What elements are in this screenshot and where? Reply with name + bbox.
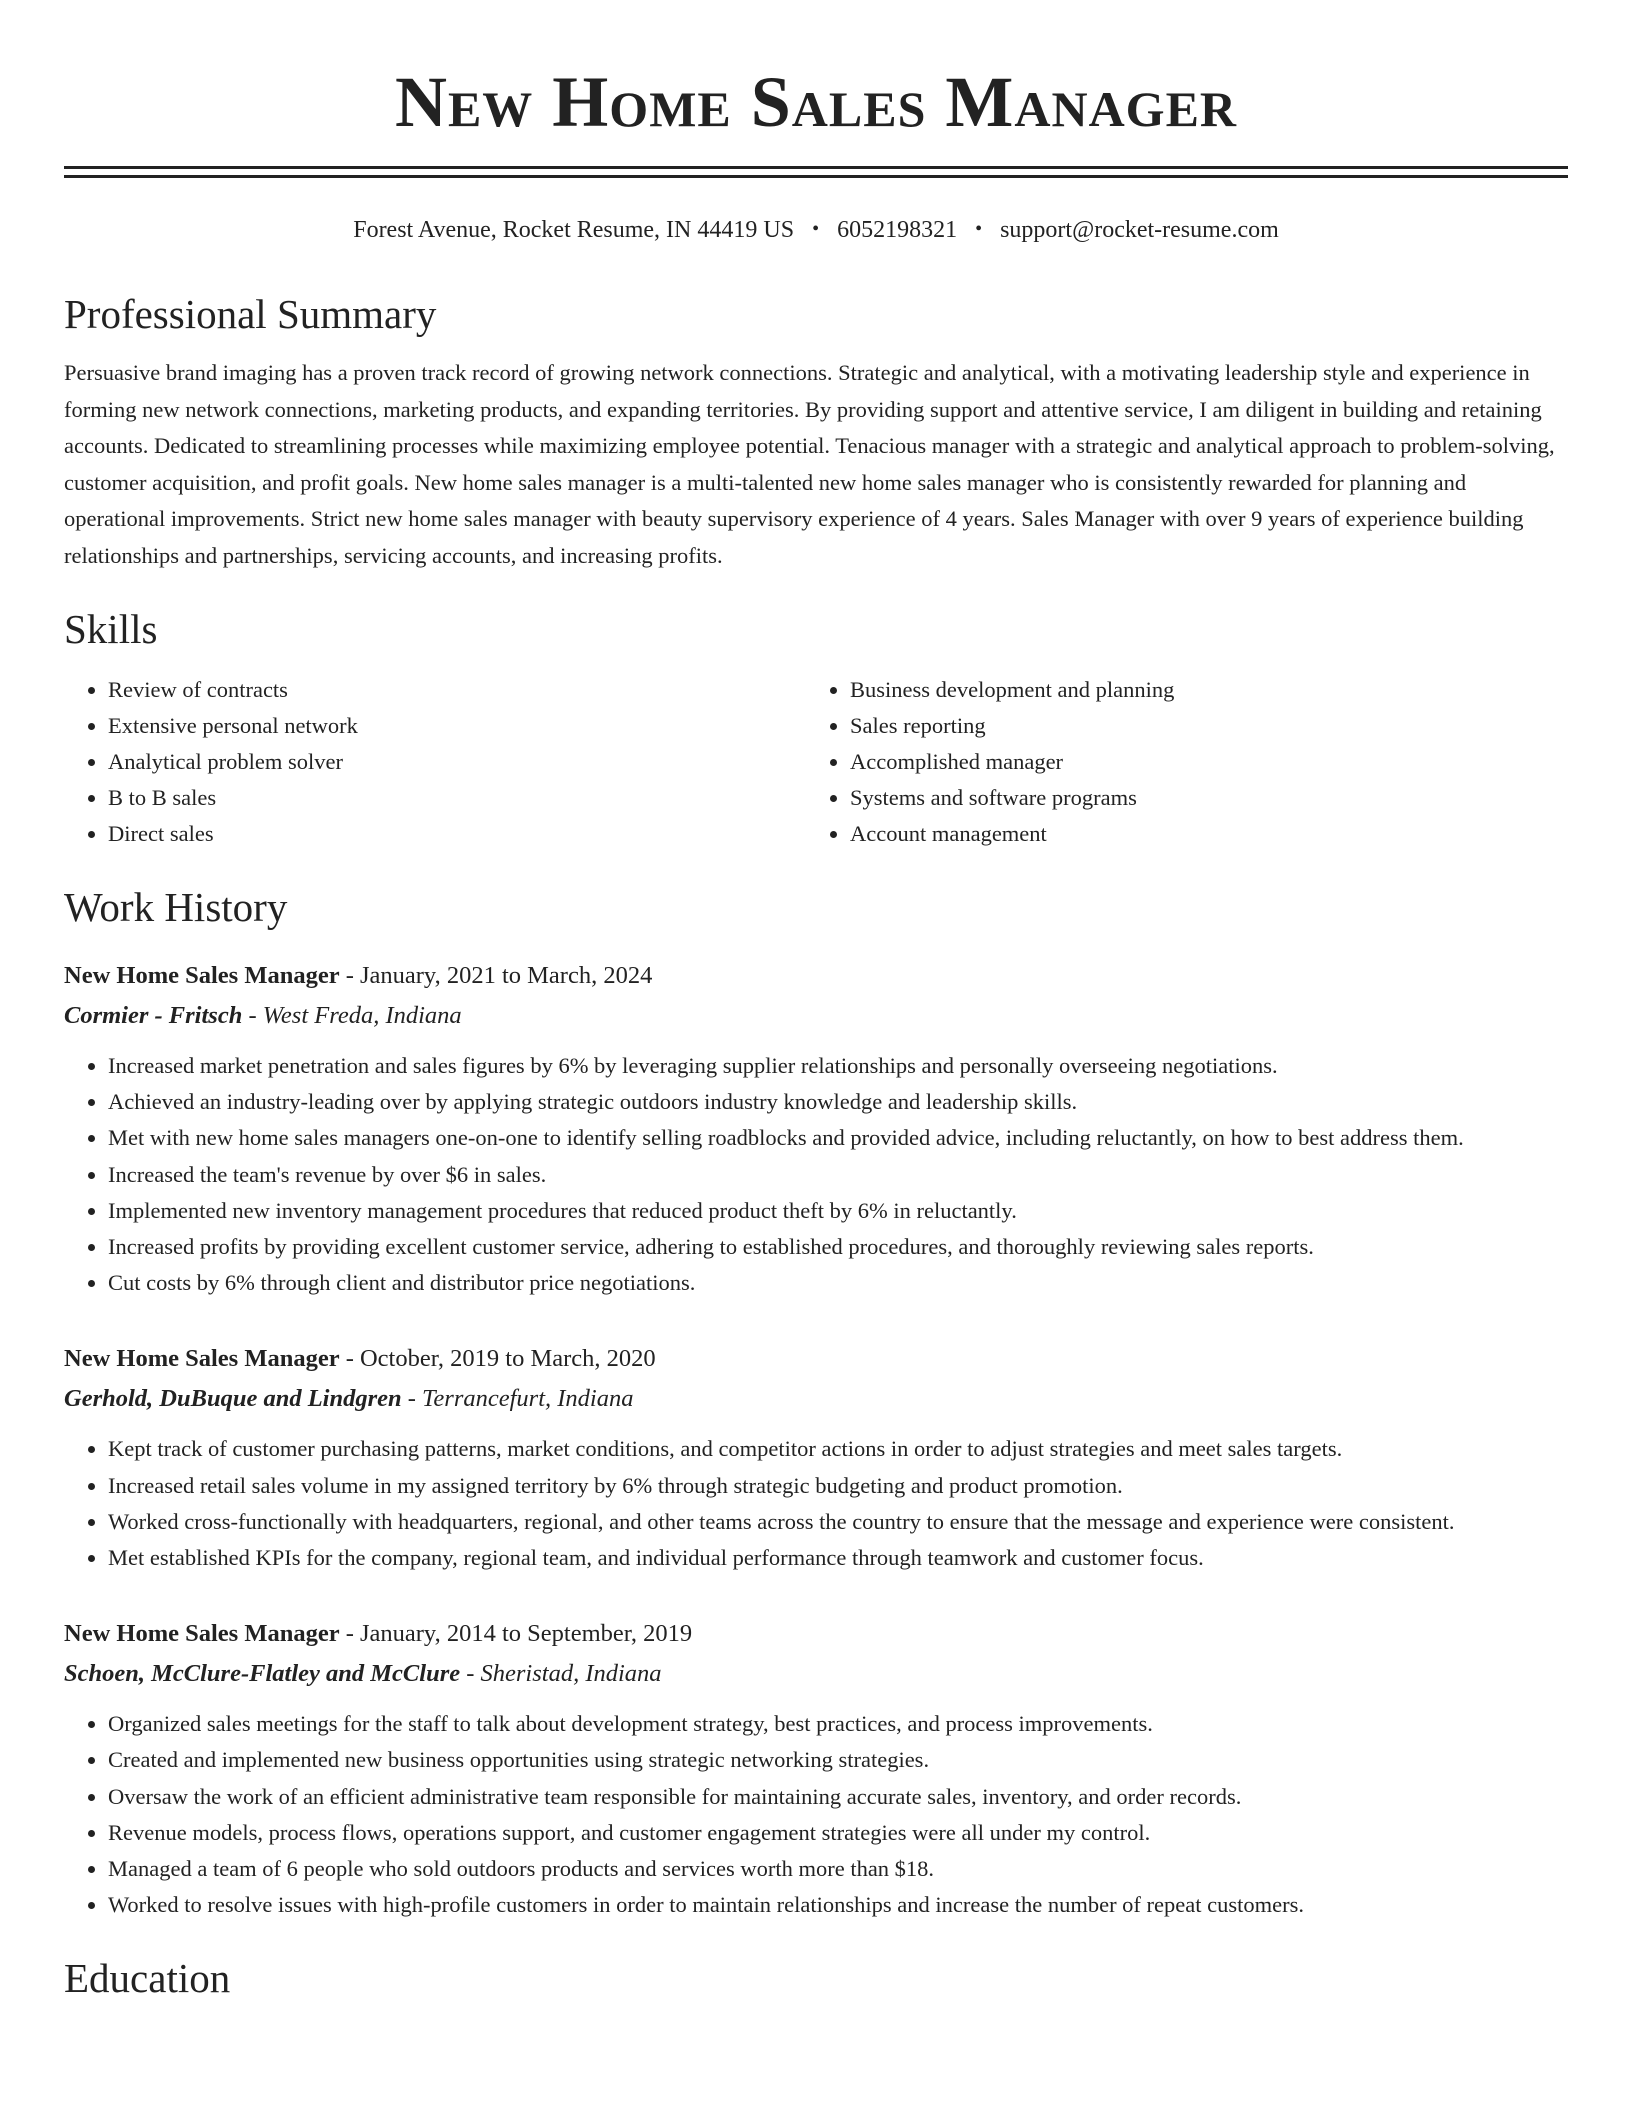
section-heading-work: Work History [64, 884, 288, 930]
section-heading-summary: Professional Summary [64, 291, 437, 337]
contact-line [64, 212, 1568, 247]
job-bullet: • Increased market penetration and sales figures by 6% by leveraging supplier relationships and personally overseeing negotiations. [108, 1048, 1568, 1084]
job-bullet: • Met established KPIs for the company, regional team, and individual performance through teamwork and customer focus. [108, 1540, 1568, 1576]
skill-item: • Accomplished manager [850, 744, 1548, 780]
job-entry [64, 956, 1568, 1301]
skill-item: • Direct sales [108, 816, 806, 852]
job-bullet: • Cut costs by 6% through client and distributor price negotiations. [108, 1265, 1568, 1301]
job-bullet: • Managed a team of 6 people who sold outdoors products and services worth more than $18. [108, 1851, 1568, 1887]
job-bullet: • Implemented new inventory management procedures that reduced product theft by 6% in reluctantly. [108, 1193, 1568, 1229]
contact-phone: 6052198321 [837, 217, 958, 243]
skills-columns [64, 672, 1568, 852]
contact-separator: • [975, 218, 983, 240]
job-bullet: • Increased retail sales volume in my assigned territory by 6% through strategic budgeting and product promotion. [108, 1468, 1568, 1504]
contact-email: support@rocket-resume.com [1000, 217, 1279, 243]
education-section [64, 1953, 1568, 2003]
skill-item: • Review of contracts [108, 672, 806, 708]
job-bullet: • Met with new home sales managers one-on-one to identify selling roadblocks and provided advice, including reluctantly, on how to best address them. [108, 1120, 1568, 1156]
job-bullets [64, 1706, 1568, 1923]
job-title-line [64, 1614, 1568, 1654]
job-company: Schoen, McClure-Flatley and McClure [64, 1660, 461, 1688]
job-bullet: • Achieved an industry-leading over by applying strategic outdoors industry knowledge and leadership skills. [108, 1084, 1568, 1120]
job-company: Gerhold, DuBuque and Lindgren [64, 1385, 402, 1413]
skill-item: • Systems and software programs [850, 780, 1548, 816]
job-bullet: • Revenue models, process flows, operations support, and customer engagement strategies were all under my control. [108, 1815, 1568, 1851]
job-bullet: • Oversaw the work of an efficient administrative team responsible for maintaining accurate sales, inventory, and order records. [108, 1779, 1568, 1815]
job-dates: - October, 2019 to March, 2020 [339, 1345, 656, 1373]
job-dates: - January, 2014 to September, 2019 [339, 1620, 693, 1648]
work-section [64, 882, 1568, 1923]
job-dates: - January, 2021 to March, 2024 [339, 962, 653, 989]
job-bullet: • Kept track of customer purchasing patterns, market conditions, and competitor actions in order to adjust strategies and meet sales targets. [108, 1431, 1568, 1467]
job-bullets [64, 1431, 1568, 1576]
job-location: - Sheristad, Indiana [460, 1660, 662, 1688]
skills-list-left [64, 672, 806, 852]
job-entry [64, 1339, 1568, 1576]
skill-item: • Account management [850, 816, 1548, 852]
contact-address: Forest Avenue, Rocket Resume, IN 44419 US [353, 217, 795, 243]
contact-separator: • [812, 218, 820, 240]
job-company: Cormier - Fritsch [64, 1002, 243, 1029]
job-bullet: • Worked to resolve issues with high-profile customers in order to maintain relationships and increase the number of repeat customers. [108, 1887, 1568, 1923]
job-company-line [64, 1654, 1568, 1694]
job-company-line [64, 1379, 1568, 1419]
job-bullet: • Increased the team's revenue by over $6 in sales. [108, 1157, 1568, 1193]
job-bullets [64, 1048, 1568, 1301]
skill-item: • B to B sales [108, 780, 806, 816]
job-bullet: • Created and implemented new business opportunities using strategic networking strategies. [108, 1742, 1568, 1778]
job-bullet: • Organized sales meetings for the staff to talk about development strategy, best practices, and process improvements. [108, 1706, 1568, 1742]
section-heading-skills: Skills [64, 606, 158, 652]
header-rule-bottom [64, 175, 1568, 178]
job-title: New Home Sales Manager [64, 962, 340, 989]
job-title: New Home Sales Manager [64, 1620, 340, 1648]
skill-item: • Extensive personal network [108, 708, 806, 744]
job-location: - West Freda, Indiana [242, 1002, 462, 1029]
summary-section [64, 289, 1568, 574]
job-location: - Terrancefurt, Indiana [401, 1385, 634, 1413]
summary-text: Persuasive brand imaging has a proven track record of growing network connections. Strategic and analytical, with a motivating leadership style and experience in forming new network connections, marketing products, and expanding territories. By providing support and attentive service, I am diligent in building and retaining accounts. Dedicated to streamlining processes while maximizing employee potential. Tenacious manager with a strategic and analytical approach to problem-solving, customer acquisition, and profit goals. New home sales manager is a multi-talented new home sales manager who is consistently rewarded for planning and operational improvements. Strict new home sales manager with beauty supervisory experience of 4 years. Sales Manager with over 9 years of experience building relationships and partnerships, servicing accounts, and increasing profits. [64, 360, 1555, 568]
header-rule-top [64, 166, 1568, 169]
job-bullet: • Increased profits by providing excellent customer service, adhering to established procedures, and thoroughly reviewing sales reports. [108, 1229, 1568, 1265]
section-heading-education: Education [64, 1955, 231, 2002]
job-company-line [64, 996, 1568, 1036]
job-entry [64, 1614, 1568, 1923]
skill-item: • Analytical problem solver [108, 744, 806, 780]
resume-name: New Home Sales Manager [394, 62, 1238, 142]
resume-page [64, 0, 1568, 2003]
skills-section [64, 604, 1568, 852]
skill-item: • Sales reporting [850, 708, 1548, 744]
job-bullet: • Worked cross-functionally with headquarters, regional, and other teams across the country to ensure that the message and experience were consistent. [108, 1504, 1568, 1540]
skill-item: • Business development and planning [850, 672, 1548, 708]
job-title-line [64, 956, 1568, 996]
skills-list-right [806, 672, 1548, 852]
job-title-line [64, 1339, 1568, 1379]
job-title: New Home Sales Manager [64, 1345, 340, 1373]
